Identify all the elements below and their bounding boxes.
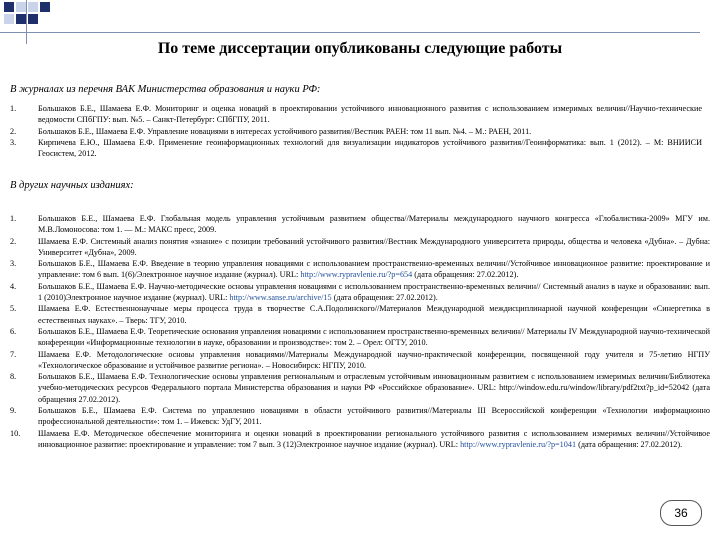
section-heading-other: В других научных изданиях: [10, 180, 134, 191]
item-text-after: (дата обращения: 27.02.2012). [331, 293, 438, 303]
item-text: Большаков Б.Е., Шамаева Е.Ф. Технологические основы управления региональным и отраслевым устойчивым инновационным развитием с использованием измеримых величин/Библиотека учебно-методических ресурсов Федерального портала Министерства образования и науки РФ «Российское образование». URL: http://window.edu.ru/window/library/pdf2txt?p_id=52042 (дата обращения 27.02.2012). [38, 372, 710, 404]
deco-horizontal-line [0, 32, 700, 33]
item-number: 6. [10, 326, 17, 336]
item-number: 1. [10, 104, 17, 113]
item-number: 7. [10, 349, 17, 359]
item-number: 2. [10, 126, 17, 136]
item-url-link[interactable]: http://www.rypravlenie.ru/?p=654 [300, 270, 413, 280]
item-url-link[interactable]: http://www.rypravlenie.ru/?p=1041 [460, 439, 577, 449]
vak-publication-item [10, 126, 702, 137]
corner-decoration [0, 0, 130, 44]
item-number: 3. [10, 137, 17, 147]
item-text: Шамаева Е.Ф. Системный анализ понятия «знание» с позиции требований устойчивого развития//Вестник Международного университета природы, общества и человека «Дубна». – Дубна: Университет «Дубна», 2009. [38, 236, 710, 257]
other-publication-item [10, 236, 710, 259]
item-text: Кирпичева Е.Ю., Шамаева Е.Ф. Применение геоинформационных технологий для визуализации индикаторов устойчивого развития//Геоинформатика: вып. 1 (2012). – М: ВНИИСИ Геосистем, 2012. [38, 137, 702, 159]
vak-publications-list [10, 103, 702, 159]
deco-square [16, 2, 26, 12]
item-text: Шамаева Е.Ф. Методологические основы управления новациями//Материалы Международной научно-практической конференции, посвященной году учителя и 75-летию НГПУ «Технологическое образование и устойчивое развитие региона». – Новосибирск: НГПУ, 2010. [38, 349, 710, 370]
other-publications-list [10, 213, 710, 450]
item-text: Большаков Б.Е., Шамаева Е.Ф. Научно-методические основы управления новациями с использованием пространственно-временных величин// Системный анализ в науке и образовании: вып. 1 (2010)Электронное научное издание (журнал). URL: [38, 281, 710, 303]
deco-square [4, 14, 14, 24]
deco-square [28, 14, 38, 24]
item-number: 5. [10, 304, 17, 314]
item-text: Большаков Б.Е., Шамаева Е.Ф. Введение в теорию управления новациями с использованием пространственно-временных величин//Устойчивое инновационное развитие: проектирование и управление: том 6 вып. 1(6)/Электронное научное издание (журнал). URL: [38, 259, 710, 280]
item-text-after: (дата обращения: 27.02.2012). [412, 270, 519, 280]
item-url-link[interactable]: http://www.sanse.ru/archive/15 [229, 293, 332, 303]
item-number: 2. [10, 236, 17, 246]
page-number: 36 [660, 500, 702, 526]
item-text-after: (дата обращения: 27.02.2012). [576, 439, 683, 449]
other-publication-item [10, 326, 710, 349]
item-text: Большаков Б.Е., Шамаева Е.Ф. Глобальная модель управления устойчивым развитием общества//Материалы международного научного конгресса «Глобалистика-2009» МГУ им. М.В.Ломоносова: том 1. — М.: МАКС пресс, 2009. [38, 214, 710, 235]
page-title: По теме диссертации опубликованы следующие работы [157, 40, 563, 57]
other-publication-item [10, 281, 710, 304]
item-number: 8. [10, 372, 17, 382]
other-publication-item [10, 428, 710, 451]
other-publication-item [10, 258, 710, 281]
item-number: 9. [10, 406, 17, 416]
other-publication-item [10, 371, 710, 405]
item-text: Большаков Б.Е., Шамаева Е.Ф. Система по управлению новациями в области устойчивого развития//Материалы III Всероссийской конференции «Технологии информационно профессиональной деятельности»: том 1. – Ижевск: УдГУ, 2011. [38, 406, 710, 427]
deco-square [16, 14, 26, 24]
item-number: 10. [10, 428, 21, 438]
deco-square [40, 2, 50, 12]
vak-publication-item [10, 103, 702, 126]
deco-square [28, 2, 38, 12]
deco-vertical-line [26, 0, 27, 44]
item-text: Шамаева Е.Ф. Естественнонаучные меры процесса труда в творчестве С.А.Подолинского//Материалов Международной междисциплинарной научной конференции «Синергетика в естественных науках». – Тверь: ТГУ, 2010. [38, 304, 710, 325]
other-publication-item [10, 405, 710, 428]
item-text: Большаков Б.Е., Шамаева Е.Ф. Теоретические основания управления новациями с использованием пространственно-временных величин// Материалы IV Международной научно-технической конференции «Информационные технологии в науке, образовании и производстве»: том 2. – Орел: ОГТУ, 2010. [38, 326, 710, 348]
item-number: 1. [10, 214, 17, 223]
item-text: Большаков Б.Е., Шамаева Е.Ф. Управление новациями в интересах устойчивого развития//Вестник РАЕН: том 11 вып. №4. – М.: РАЕН, 2011. [38, 126, 532, 136]
item-text: Большаков Б.Е., Шамаева Е.Ф. Мониторинг и оценка новаций в проектировании устойчивого инновационного развития с использованием измеримых величин//Научно-технические ведомости СПбГПУ: вып. №5. – Санкт-Петербург: СПбГПУ, 2011. [38, 104, 702, 125]
item-number: 4. [10, 281, 17, 291]
deco-square [4, 2, 14, 12]
other-publication-item [10, 303, 710, 326]
other-publication-item [10, 349, 710, 372]
vak-publication-item [10, 137, 702, 160]
section-heading-vak: В журналах из перечня ВАК Министерства образования и науки РФ: [10, 84, 321, 95]
item-text: Шамаева Е.Ф. Методическое обеспечение мониторинга и оценки новаций в проектировании регионального устойчивого развития с использованием измеримых величин//Устойчивое инновационное развитие: проектирование и управление: том 7 вып. 3 (12)Электронное научное издание (журнал). URL: [38, 428, 710, 449]
other-publication-item [10, 213, 710, 236]
item-number: 3. [10, 259, 17, 269]
